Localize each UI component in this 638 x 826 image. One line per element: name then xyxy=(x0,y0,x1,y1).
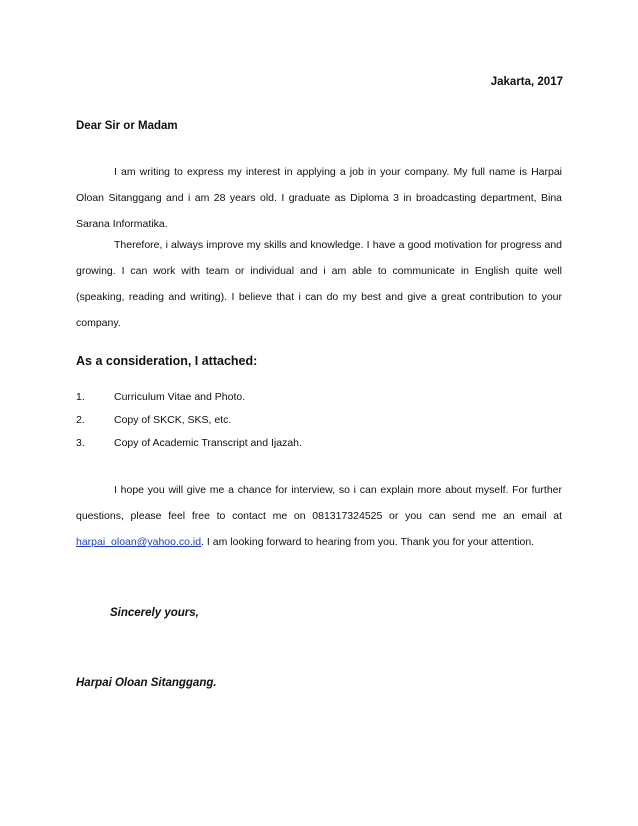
closing: Sincerely yours, xyxy=(110,607,199,619)
list-item-text: Curriculum Vitae and Photo. xyxy=(114,391,246,403)
paragraph-contact-text: I hope you will give me a chance for interview, so i can explain more about myself. For further questions, please feel free to contact me on 081317324525 or you can send me an email at xyxy=(76,484,562,522)
paragraph-skills xyxy=(76,232,562,336)
paragraph-introduction xyxy=(76,159,562,237)
list-item xyxy=(76,386,562,409)
paragraph-contact xyxy=(76,477,562,555)
attachments-heading: As a consideration, I attached: xyxy=(76,354,258,368)
email-link[interactable]: harpai_oloan@yahoo.co.id xyxy=(76,536,202,548)
paragraph-skills-text: Therefore, i always improve my skills and knowledge. I have a good motivation for progress and growing. I can work with team or individual and i am able to communicate in English quite well (speaking, reading and writing). I believe that i can do my best and give a great contribution to your company. xyxy=(76,239,562,329)
signature-name: Harpai Oloan Sitanggang. xyxy=(76,677,217,689)
list-item-text: Copy of SKCK, SKS, etc. xyxy=(114,414,232,426)
list-item-number: 3. xyxy=(76,437,85,449)
list-item-number: 1. xyxy=(76,391,85,403)
list-item xyxy=(76,409,562,432)
paragraph-introduction-text: I am writing to express my interest in applying a job in your company. My full name is Harpai Oloan Sitanggang and i am 28 years old. I graduate as Diploma 3 in broadcasting department, Bina Sarana Informatika. xyxy=(76,166,562,230)
attachments-list xyxy=(76,386,562,455)
list-item-number: 2. xyxy=(76,414,85,426)
letter-date: Jakarta, 2017 xyxy=(490,76,563,88)
salutation: Dear Sir or Madam xyxy=(76,120,178,132)
paragraph-contact-text-end: . I am looking forward to hearing from you. Thank you for your attention. xyxy=(201,536,535,548)
list-item xyxy=(76,432,562,455)
list-item-text: Copy of Academic Transcript and Ijazah. xyxy=(114,437,302,449)
